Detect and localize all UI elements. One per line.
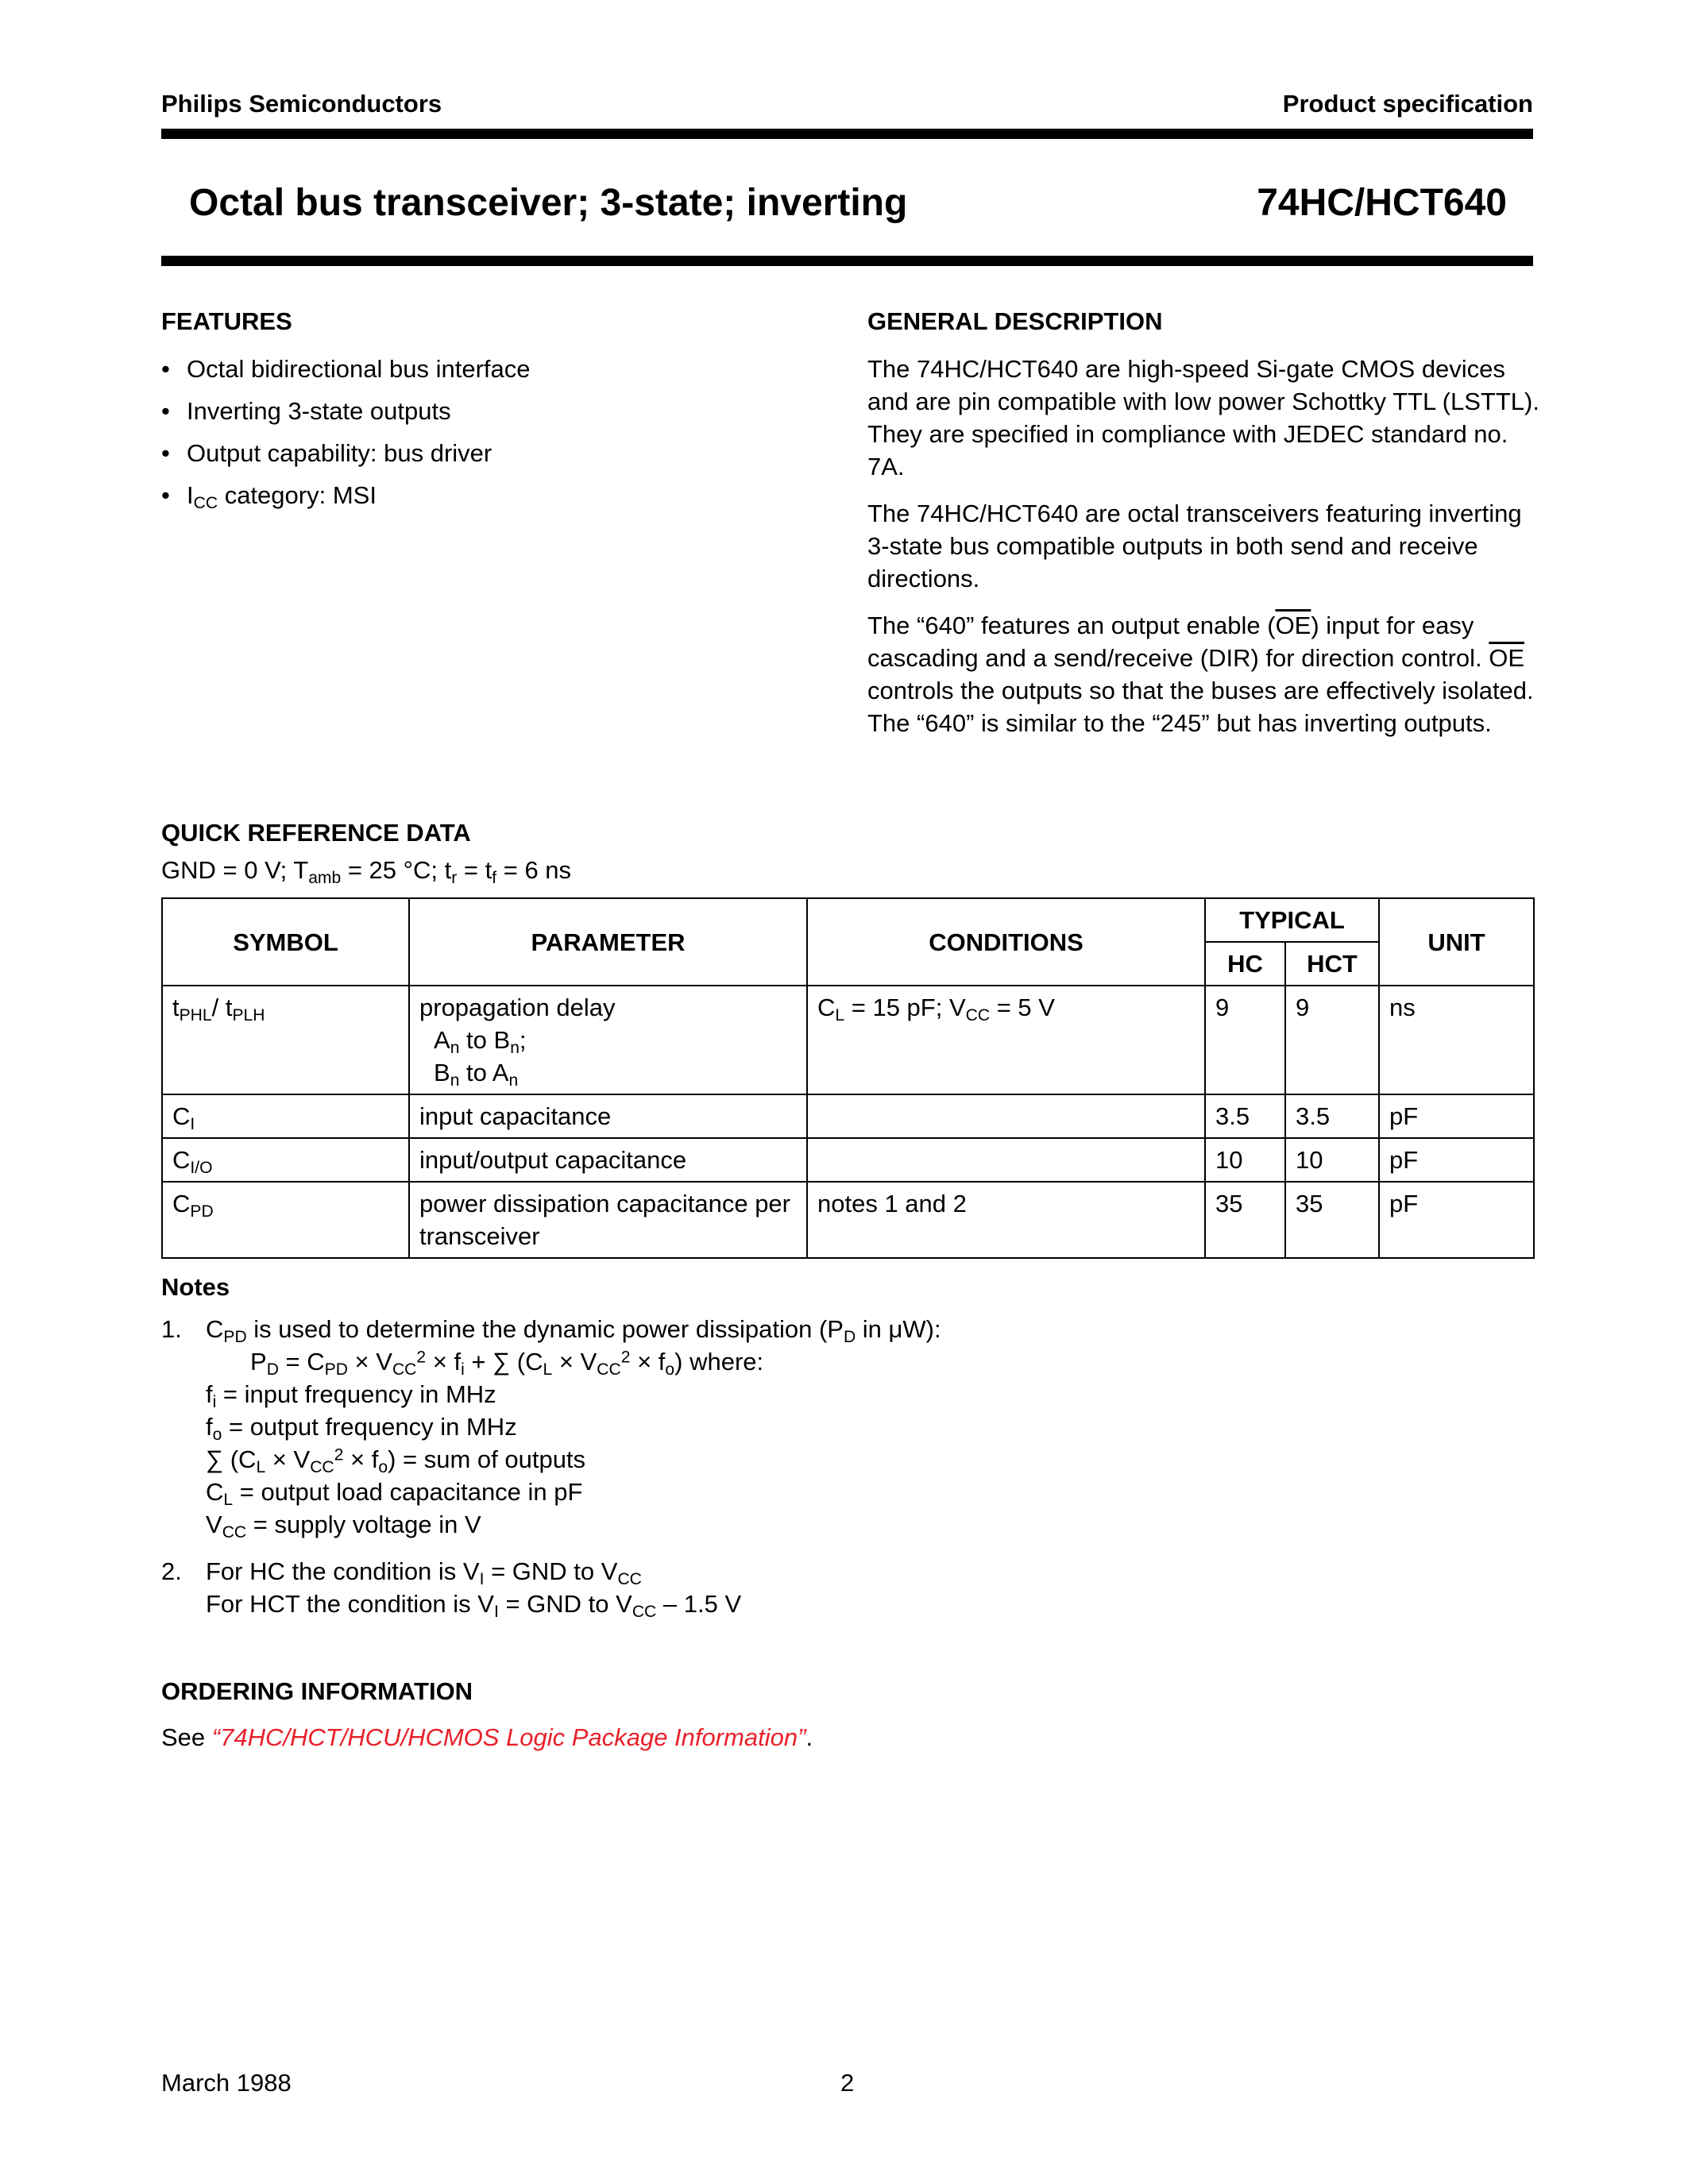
parameter-cell: propagation delay $A_n$ to $B_n$; $B_n$ to $A_n$ [409, 986, 807, 1094]
features-list [161, 353, 531, 521]
column-header-hc: HC [1205, 942, 1285, 986]
parameter-cell: input capacitance [409, 1094, 807, 1138]
parameter-cell: power dissipation capacitance per transceiver [409, 1182, 807, 1258]
feature-item: • $I_{CC}$ category: MSI [161, 481, 377, 512]
symbol-cell: $t_{PHL}/$ $t_{PLH}$ [162, 986, 409, 1094]
symbol-cell: $C_I$ [162, 1094, 409, 1138]
feature-item: • Inverting 3-state outputs [161, 397, 451, 425]
unit-cell: pF [1379, 1182, 1534, 1258]
notes-section [161, 1271, 941, 1620]
table-row [162, 1182, 1534, 1258]
description-paragraph: The 74HC/HCT640 are octal transceivers featuring inverting 3-state bus compatible outputs in both send and receive directions. [867, 500, 1522, 592]
table-row [162, 986, 1534, 1094]
column-header-typical: TYPICAL [1205, 898, 1379, 942]
note-1: 1. $C_{PD}$ is used to determine the dynamic power dissipation ($P_D$ in μW): $P_D = C_{PD} \times V_{CC}^2 \times f_i$ + ∑ $(C_L \times V_{CC}^2 \times f_o)$ where: $f_i$ = input frequency in MHz $f_o$ = output frequency in MHz ∑ $(C_L \times V_{CC}^2 \times f_o)$ = sum of outputs $C_L$ = output load capacitance in pF $V_{CC}$ = supply voltage in V [161, 1315, 941, 1542]
unit-cell: pF [1379, 1094, 1534, 1138]
notes-heading: Notes [161, 1273, 230, 1301]
column-header-conditions: CONDITIONS [807, 898, 1205, 986]
hct-cell: 35 [1285, 1182, 1379, 1258]
hc-cell: 3.5 [1205, 1094, 1285, 1138]
footer-date: March 1988 [161, 2069, 292, 2097]
title-rule [161, 256, 1533, 266]
header-rule [161, 129, 1533, 139]
unit-cell: pF [1379, 1138, 1534, 1182]
document-type: Product specification [1282, 90, 1533, 118]
unit-cell: ns [1379, 986, 1534, 1094]
table-row [162, 1094, 1534, 1138]
ordering-text: See “74HC/HCT/HCU/HCMOS Logic Package Information”. [161, 1723, 813, 1751]
page-title: Octal bus transceiver; 3-state; inverting [189, 182, 908, 224]
ordering-heading: ORDERING INFORMATION [161, 1677, 473, 1705]
table-header-row [162, 898, 1534, 942]
part-number: 74HC/HCT640 [1257, 182, 1507, 224]
hct-cell: 10 [1285, 1138, 1379, 1182]
conditions-cell [807, 1138, 1205, 1182]
features-heading: FEATURES [161, 307, 292, 335]
general-description-body [867, 353, 1541, 754]
power-formula: $P_D = C_{PD} \times V_{CC}^2 \times f_i$ + ∑ $(C_L \times V_{CC}^2 \times f_o)$ where: [250, 1348, 764, 1379]
note-2: 2. For HC the condition is $V_I$ = GND to $V_{CC}$ For HCT the condition is $V_I$ = GND to $V_{CC} - 1.5$ V [161, 1557, 742, 1621]
conditions-cell [807, 1094, 1205, 1138]
description-paragraph: The 74HC/HCT640 are high-speed Si-gate CMOS devices and are pin compatible with low power Schottky TTL (LSTTL). They are specified in compliance with JEDEC standard no. 7A. [867, 355, 1539, 480]
company-name: Philips Semiconductors [161, 90, 442, 118]
package-information-link[interactable]: “74HC/HCT/HCU/HCMOS Logic Package Information” [211, 1723, 806, 1751]
symbol-cell: $C_{PD}$ [162, 1182, 409, 1258]
quick-reference-heading: QUICK REFERENCE DATA [161, 819, 471, 847]
column-header-parameter: PARAMETER [409, 898, 807, 986]
hc-cell: 35 [1205, 1182, 1285, 1258]
symbol-cell: $C_{I/O}$ [162, 1138, 409, 1182]
parameter-cell: input/output capacitance [409, 1138, 807, 1182]
feature-item: • Output capability: bus driver [161, 439, 492, 467]
table-row [162, 1138, 1534, 1182]
hc-cell: 9 [1205, 986, 1285, 1094]
column-header-symbol: SYMBOL [162, 898, 409, 986]
conditions-cell: notes 1 and 2 [807, 1182, 1205, 1258]
hct-cell: 3.5 [1285, 1094, 1379, 1138]
hct-cell: 9 [1285, 986, 1379, 1094]
conditions-cell: $C_L = 15$ pF; $V_{CC} = 5$ V [807, 986, 1205, 1094]
feature-item: • Octal bidirectional bus interface [161, 355, 531, 383]
general-description-heading: GENERAL DESCRIPTION [867, 307, 1163, 335]
quick-reference-table [161, 897, 1535, 1259]
column-header-hct: HCT [1285, 942, 1379, 986]
hc-cell: 10 [1205, 1138, 1285, 1182]
page-number: 2 [840, 2069, 855, 2097]
description-paragraph: The “640” features an output enable $(\overline{OE})$ input for easy cascading and a send/receive (DIR) for direction control. $\overline{OE}$ controls the outputs so that the buses are effectively isolated. The “640” is similar to the “245” but has inverting outputs. [867, 612, 1534, 737]
quick-reference-conditions: GND = 0 V; $T_{amb} = 25$ °C; $t_r = t_f = 6$ ns [161, 856, 572, 887]
column-header-unit: UNIT [1379, 898, 1534, 986]
